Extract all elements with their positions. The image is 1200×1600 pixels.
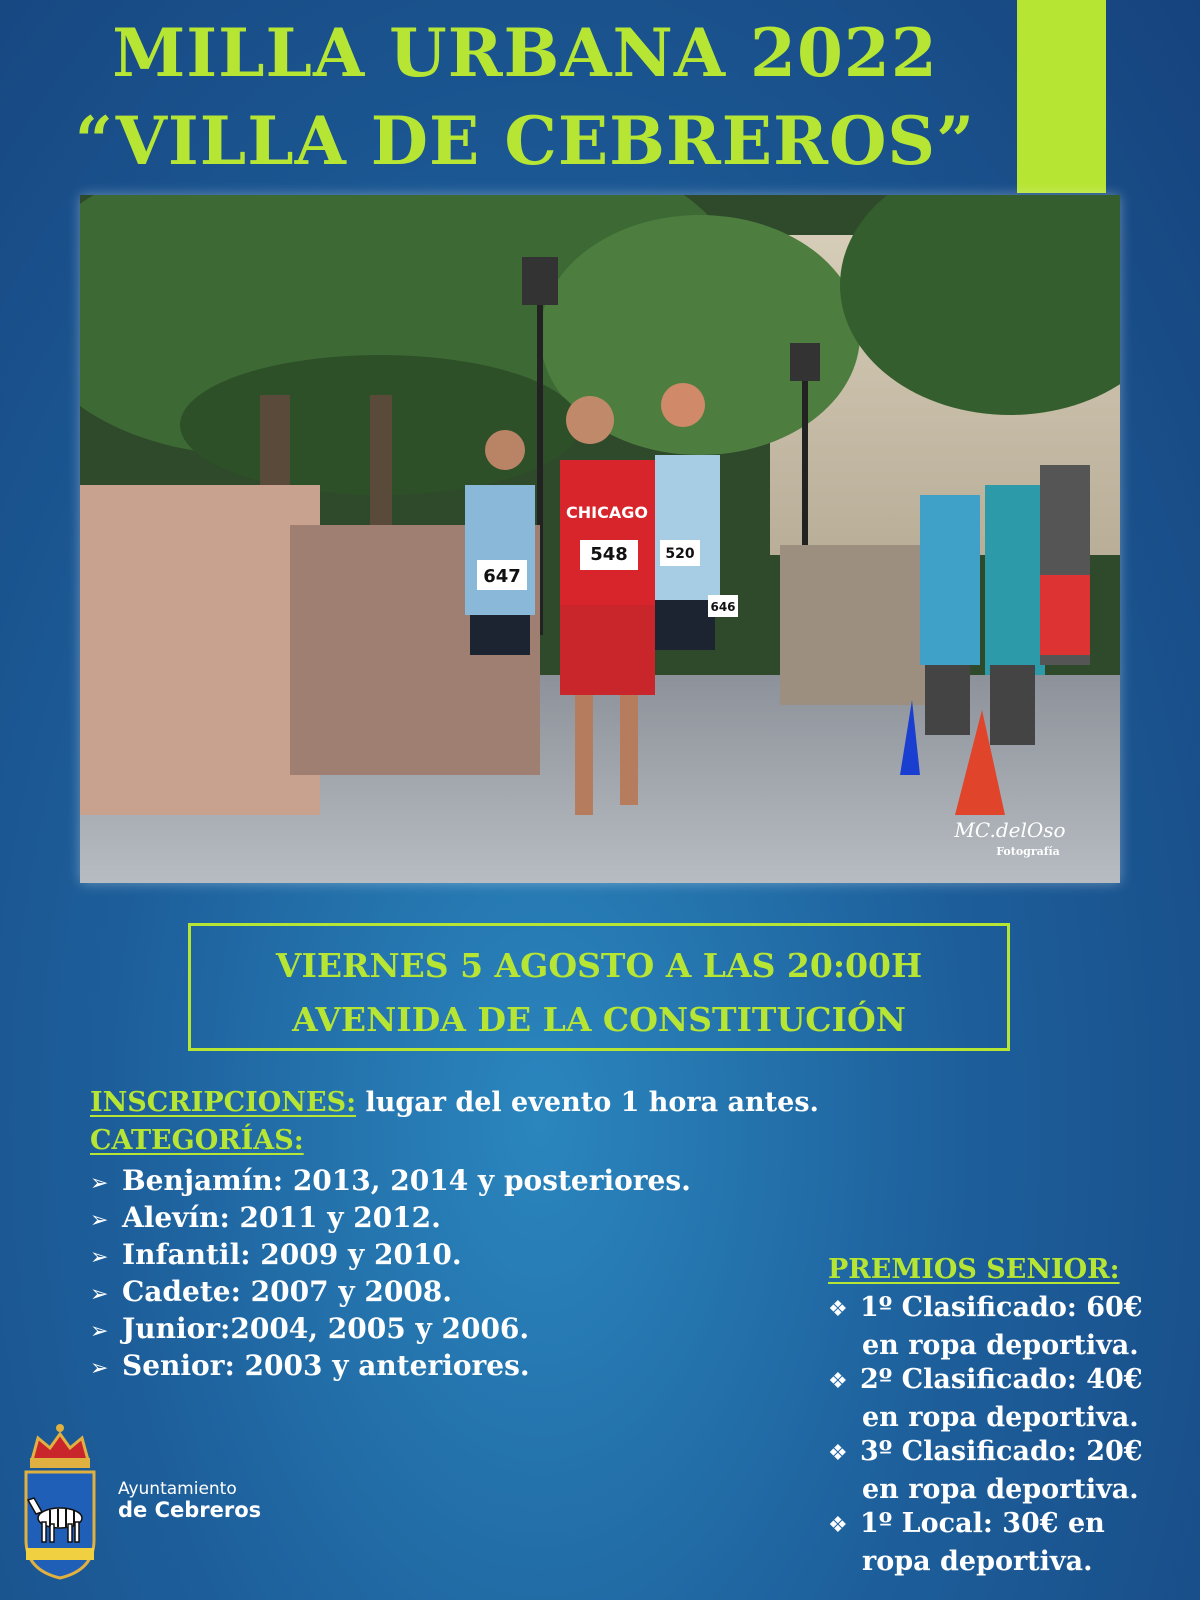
bib-647: 647 (483, 566, 521, 587)
prize-line2: en ropa deportiva. (862, 1330, 1139, 1361)
jersey-text: CHICAGO (566, 503, 648, 522)
arrowhead-bullet-icon: ➢ (90, 1245, 109, 1270)
arrowhead-bullet-icon: ➢ (90, 1356, 109, 1381)
arrowhead-bullet-icon: ➢ (90, 1171, 109, 1196)
bib-520: 520 (665, 546, 695, 562)
category-text: Infantil: 2009 y 2010. (122, 1238, 462, 1271)
category-item (90, 1349, 530, 1382)
event-location: AVENIDA DE LA CONSTITUCIÓN (292, 1000, 906, 1039)
category-text: Junior:2004, 2005 y 2006. (122, 1312, 530, 1345)
prize-item (828, 1434, 1143, 1508)
inscripciones-line (90, 1087, 819, 1118)
diamond-bullet-icon: ❖ (828, 1297, 848, 1322)
categorias-label: CATEGORÍAS: (90, 1125, 304, 1156)
category-item (90, 1275, 452, 1308)
diamond-bullet-icon: ❖ (828, 1369, 848, 1394)
prize-line1: 2º Clasificado: 40€ (860, 1364, 1143, 1395)
category-item (90, 1312, 529, 1345)
event-date-time: VIERNES 5 AGOSTO A LAS 20:00H (275, 946, 923, 985)
prize-line2: ropa deportiva. (862, 1546, 1093, 1577)
race-photo (80, 195, 1120, 883)
category-text: Alevín: 2011 y 2012. (122, 1201, 441, 1234)
poster-title-line2: “VILLA DE CEBREROS” (74, 102, 976, 180)
category-item (90, 1164, 691, 1197)
town-hall-name-line2: de Cebreros (118, 1497, 262, 1522)
prize-item (828, 1506, 1105, 1580)
prize-item (828, 1362, 1143, 1436)
arrowhead-bullet-icon: ➢ (90, 1282, 109, 1307)
prize-line1: 1º Clasificado: 60€ (860, 1292, 1143, 1323)
bib-646: 646 (710, 600, 736, 614)
diamond-bullet-icon: ❖ (828, 1513, 848, 1538)
category-text: Cadete: 2007 y 2008. (122, 1275, 453, 1308)
category-text: Benjamín: 2013, 2014 y posteriores. (122, 1164, 691, 1197)
prize-item (828, 1290, 1143, 1364)
prize-line2: en ropa deportiva. (862, 1402, 1139, 1433)
photo-credit-label: Fotografía (996, 845, 1060, 858)
photo-credit-signature: MC.delOso (954, 818, 1066, 842)
category-item (90, 1238, 462, 1271)
prizes-heading: PREMIOS SENIOR: (828, 1254, 1120, 1285)
prize-line1: 1º Local: 30€ en (860, 1508, 1105, 1539)
prize-line1: 3º Clasificado: 20€ (860, 1436, 1143, 1467)
category-text: Senior: 2003 y anteriores. (122, 1349, 530, 1382)
event-info-box (188, 923, 1010, 1051)
diamond-bullet-icon: ❖ (828, 1441, 848, 1466)
prize-line2: en ropa deportiva. (862, 1474, 1139, 1505)
inscripciones-text: lugar del evento 1 hora antes. (365, 1087, 819, 1118)
coat-of-arms-icon (20, 1420, 110, 1590)
town-hall-name-line1: Ayuntamiento (118, 1479, 237, 1499)
arrowhead-bullet-icon: ➢ (90, 1319, 109, 1344)
town-hall-name (118, 1480, 261, 1522)
arrowhead-bullet-icon: ➢ (90, 1208, 109, 1233)
category-item (90, 1201, 441, 1234)
poster-title-line1: MILLA URBANA 2022 (112, 14, 938, 92)
bib-548: 548 (590, 544, 628, 565)
inscripciones-label: INSCRIPCIONES: (90, 1087, 357, 1118)
accent-bar (1017, 0, 1106, 193)
